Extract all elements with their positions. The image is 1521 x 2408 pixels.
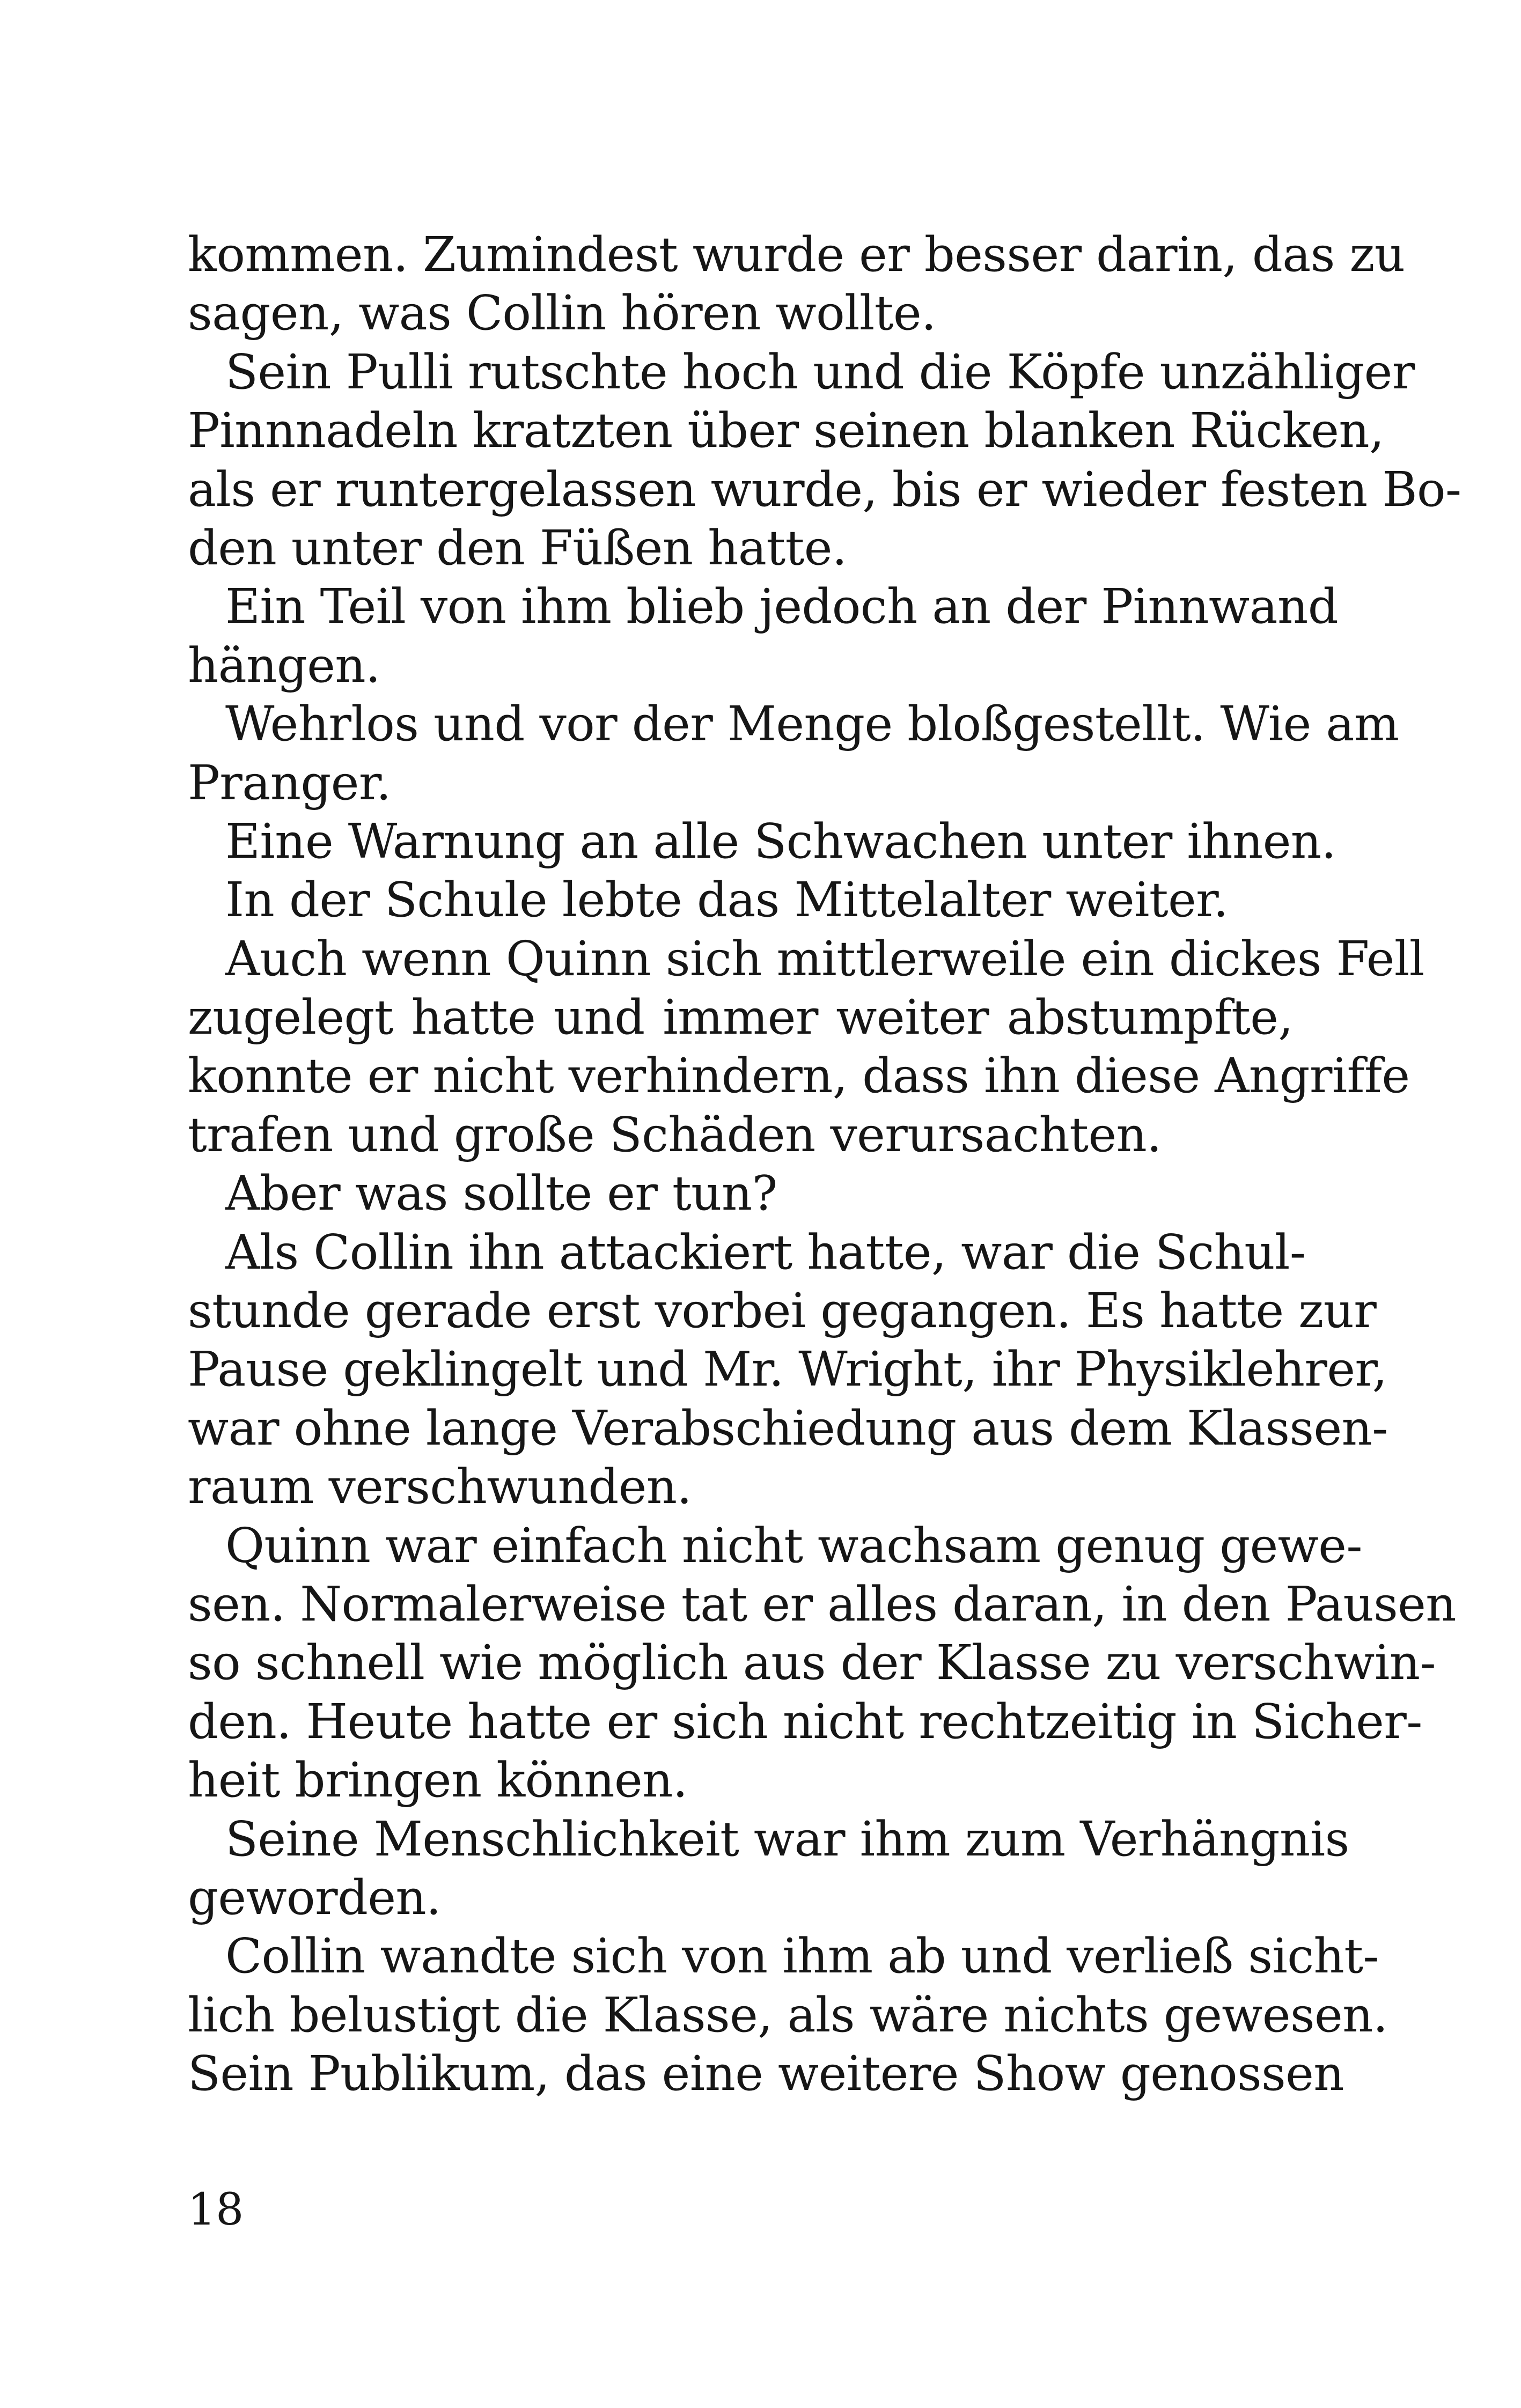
text-line: Ein Teil von ihm blieb jedoch an der Pinnwand bbox=[225, 578, 1339, 635]
text-line: trafen und große Schäden verursachten. bbox=[188, 1106, 1162, 1162]
text-line: Pause geklingelt und Mr. Wright, ihr Physiklehrer, bbox=[188, 1341, 1387, 1397]
text-line: Quinn war einfach nicht wachsam genug gewe- bbox=[225, 1517, 1362, 1573]
text-line: Collin wandte sich von ihm ab und verließ sicht- bbox=[225, 1928, 1379, 1984]
text-line: war ohne lange Verabschiedung aus dem Klassen- bbox=[188, 1400, 1388, 1456]
text-line: heit bringen können. bbox=[188, 1752, 688, 1808]
text-line: hängen. bbox=[188, 637, 380, 693]
text-line: lich belustigt die Klasse, als wäre nichts gewesen. bbox=[188, 1986, 1388, 2043]
text-line: sagen, was Collin hören wollte. bbox=[188, 285, 936, 341]
text-line: Aber was sollte er tun? bbox=[225, 1165, 777, 1221]
text-line: Sein Pulli rutschte hoch und die Köpfe unzähliger bbox=[225, 343, 1415, 400]
text-line: sen. Normalerweise tat er alles daran, in den Pausen bbox=[188, 1575, 1456, 1632]
text-line: den unter den Füßen hatte. bbox=[188, 519, 847, 576]
text-line: so schnell wie möglich aus der Klasse zu verschwin- bbox=[188, 1634, 1436, 1691]
body-text bbox=[188, 225, 1461, 2103]
text-line: zugelegt hatte und immer weiter abstumpfte, bbox=[188, 989, 1293, 1045]
text-line: In der Schule lebte das Mittelalter weiter. bbox=[225, 872, 1229, 928]
text-line: Als Collin ihn attackiert hatte, war die Schul- bbox=[225, 1224, 1306, 1280]
text-line: Pranger. bbox=[188, 754, 391, 811]
text-line: konnte er nicht verhindern, dass ihn diese Angriffe bbox=[188, 1048, 1410, 1104]
text-line: stunde gerade erst vorbei gegangen. Es hatte zur bbox=[188, 1283, 1377, 1339]
text-line: Eine Warnung an alle Schwachen unter ihnen. bbox=[225, 813, 1336, 869]
text-line: geworden. bbox=[188, 1869, 441, 1925]
text-line: den. Heute hatte er sich nicht rechtzeitig in Sicher- bbox=[188, 1693, 1422, 1749]
text-line: Pinnnadeln kratzten über seinen blanken Rücken, bbox=[188, 402, 1384, 459]
text-line: Sein Publikum, das eine weitere Show genossen bbox=[188, 2045, 1344, 2102]
text-line: als er runtergelassen wurde, bis er wieder festen Bo- bbox=[188, 461, 1461, 517]
text-line: Auch wenn Quinn sich mittlerweile ein dickes Fell bbox=[225, 930, 1424, 986]
text-line: raum verschwunden. bbox=[188, 1459, 692, 1515]
text-line: Seine Menschlichkeit war ihm zum Verhängnis bbox=[225, 1810, 1349, 1867]
page-number: 18 bbox=[188, 2184, 244, 2235]
text-line: Wehrlos und vor der Menge bloßgestellt. Wie am bbox=[225, 696, 1399, 752]
text-line: kommen. Zumindest wurde er besser darin, das zu bbox=[188, 226, 1405, 282]
